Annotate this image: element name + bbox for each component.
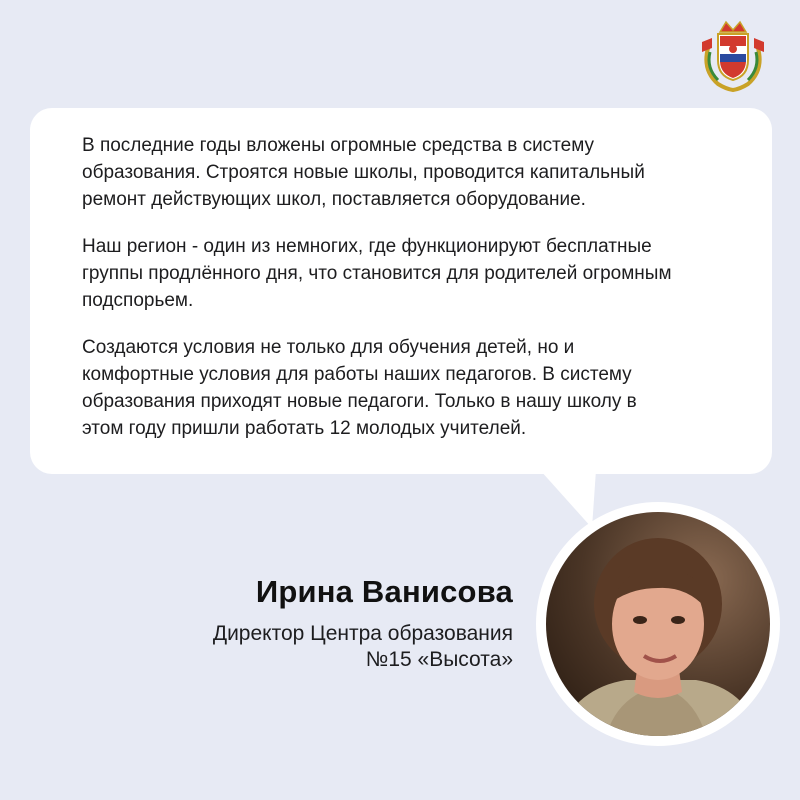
avatar bbox=[546, 512, 770, 736]
quote-paragraph: В последние годы вложены огромные средства в систему образования. Строятся новые школы, проводится капитальный ремонт действующих школ, поставляется оборудование. bbox=[82, 135, 645, 210]
author-position: Директор Центра образования №15 «Высота» bbox=[212, 622, 513, 671]
author-name: Ирина Ванисова bbox=[255, 574, 513, 609]
coat-of-arms-icon bbox=[698, 18, 768, 92]
quote-bubble bbox=[30, 108, 772, 474]
quote-paragraph: Создаются условия не только для обучения детей, но и комфортные условия для работы наших педагогов. В систему образования приходят новые педагоги. Только в нашу школу в этом году пришли работать 12 молодых учителей. bbox=[82, 337, 637, 439]
quote-paragraph: Наш регион - один из немногих, где функционируют бесплатные группы продлённого дня, что становится для родителей огромным подспорьем. bbox=[82, 236, 672, 311]
